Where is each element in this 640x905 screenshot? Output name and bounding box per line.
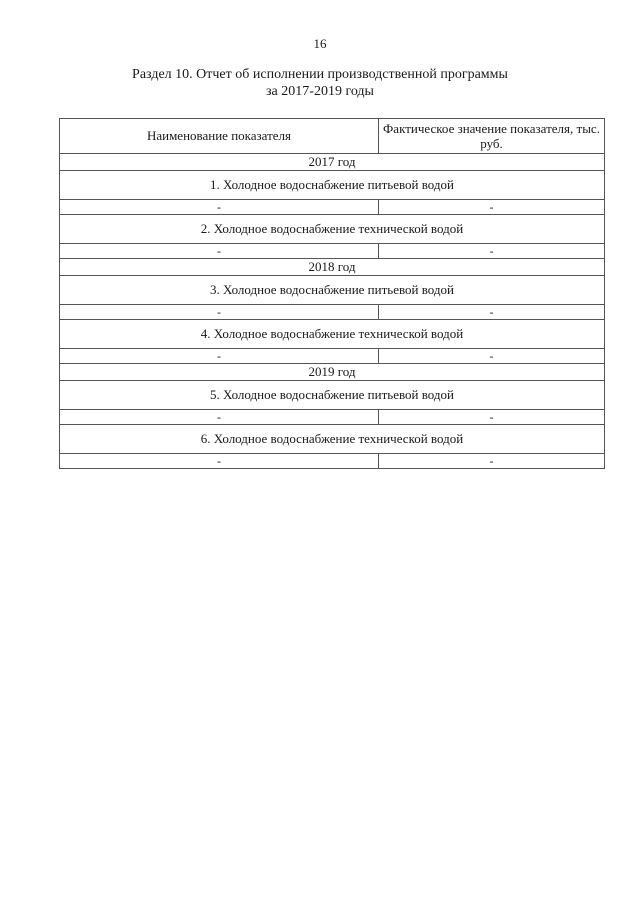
table-row [60, 349, 605, 364]
indicator-value-cell: - [379, 244, 605, 259]
indicator-value-cell: - [379, 305, 605, 320]
table-row [60, 244, 605, 259]
year-row [60, 154, 605, 171]
section-row [60, 276, 605, 305]
report-table [59, 118, 605, 469]
table-row [60, 200, 605, 215]
header-actual-value: Фактическое значение показателя, тыс. руб. [379, 119, 605, 154]
indicator-name-cell: - [60, 454, 379, 469]
section-title: 1. Холодное водоснабжение питьевой водой [60, 171, 605, 200]
indicator-value-cell: - [379, 200, 605, 215]
table-row [60, 454, 605, 469]
section-row [60, 215, 605, 244]
section-row [60, 381, 605, 410]
year-row [60, 364, 605, 381]
year-label: 2019 год [60, 364, 605, 381]
section-title: 6. Холодное водоснабжение технической водой [60, 425, 605, 454]
section-row [60, 320, 605, 349]
title-line-1: Раздел 10. Отчет об исполнении производственной программы [132, 67, 508, 82]
table-row [60, 410, 605, 425]
indicator-name-cell: - [60, 305, 379, 320]
indicator-value-cell: - [379, 349, 605, 364]
year-label: 2017 год [60, 154, 605, 171]
indicator-name-cell: - [60, 200, 379, 215]
table-header-row [60, 119, 605, 154]
report-table-body [60, 154, 605, 469]
indicator-name-cell: - [60, 349, 379, 364]
section-row [60, 171, 605, 200]
header-indicator-name: Наименование показателя [60, 119, 379, 154]
table-row [60, 305, 605, 320]
title-line-2: за 2017-2019 годы [266, 84, 374, 99]
section-title: 2. Холодное водоснабжение технической водой [60, 215, 605, 244]
section-title: 5. Холодное водоснабжение питьевой водой [60, 381, 605, 410]
section-title: 4. Холодное водоснабжение технической водой [60, 320, 605, 349]
indicator-value-cell: - [379, 454, 605, 469]
indicator-value-cell: - [379, 410, 605, 425]
year-row [60, 259, 605, 276]
year-label: 2018 год [60, 259, 605, 276]
indicator-name-cell: - [60, 244, 379, 259]
page-number: 16 [313, 36, 327, 51]
section-row [60, 425, 605, 454]
indicator-name-cell: - [60, 410, 379, 425]
section-title: 3. Холодное водоснабжение питьевой водой [60, 276, 605, 305]
document-title [0, 66, 640, 100]
